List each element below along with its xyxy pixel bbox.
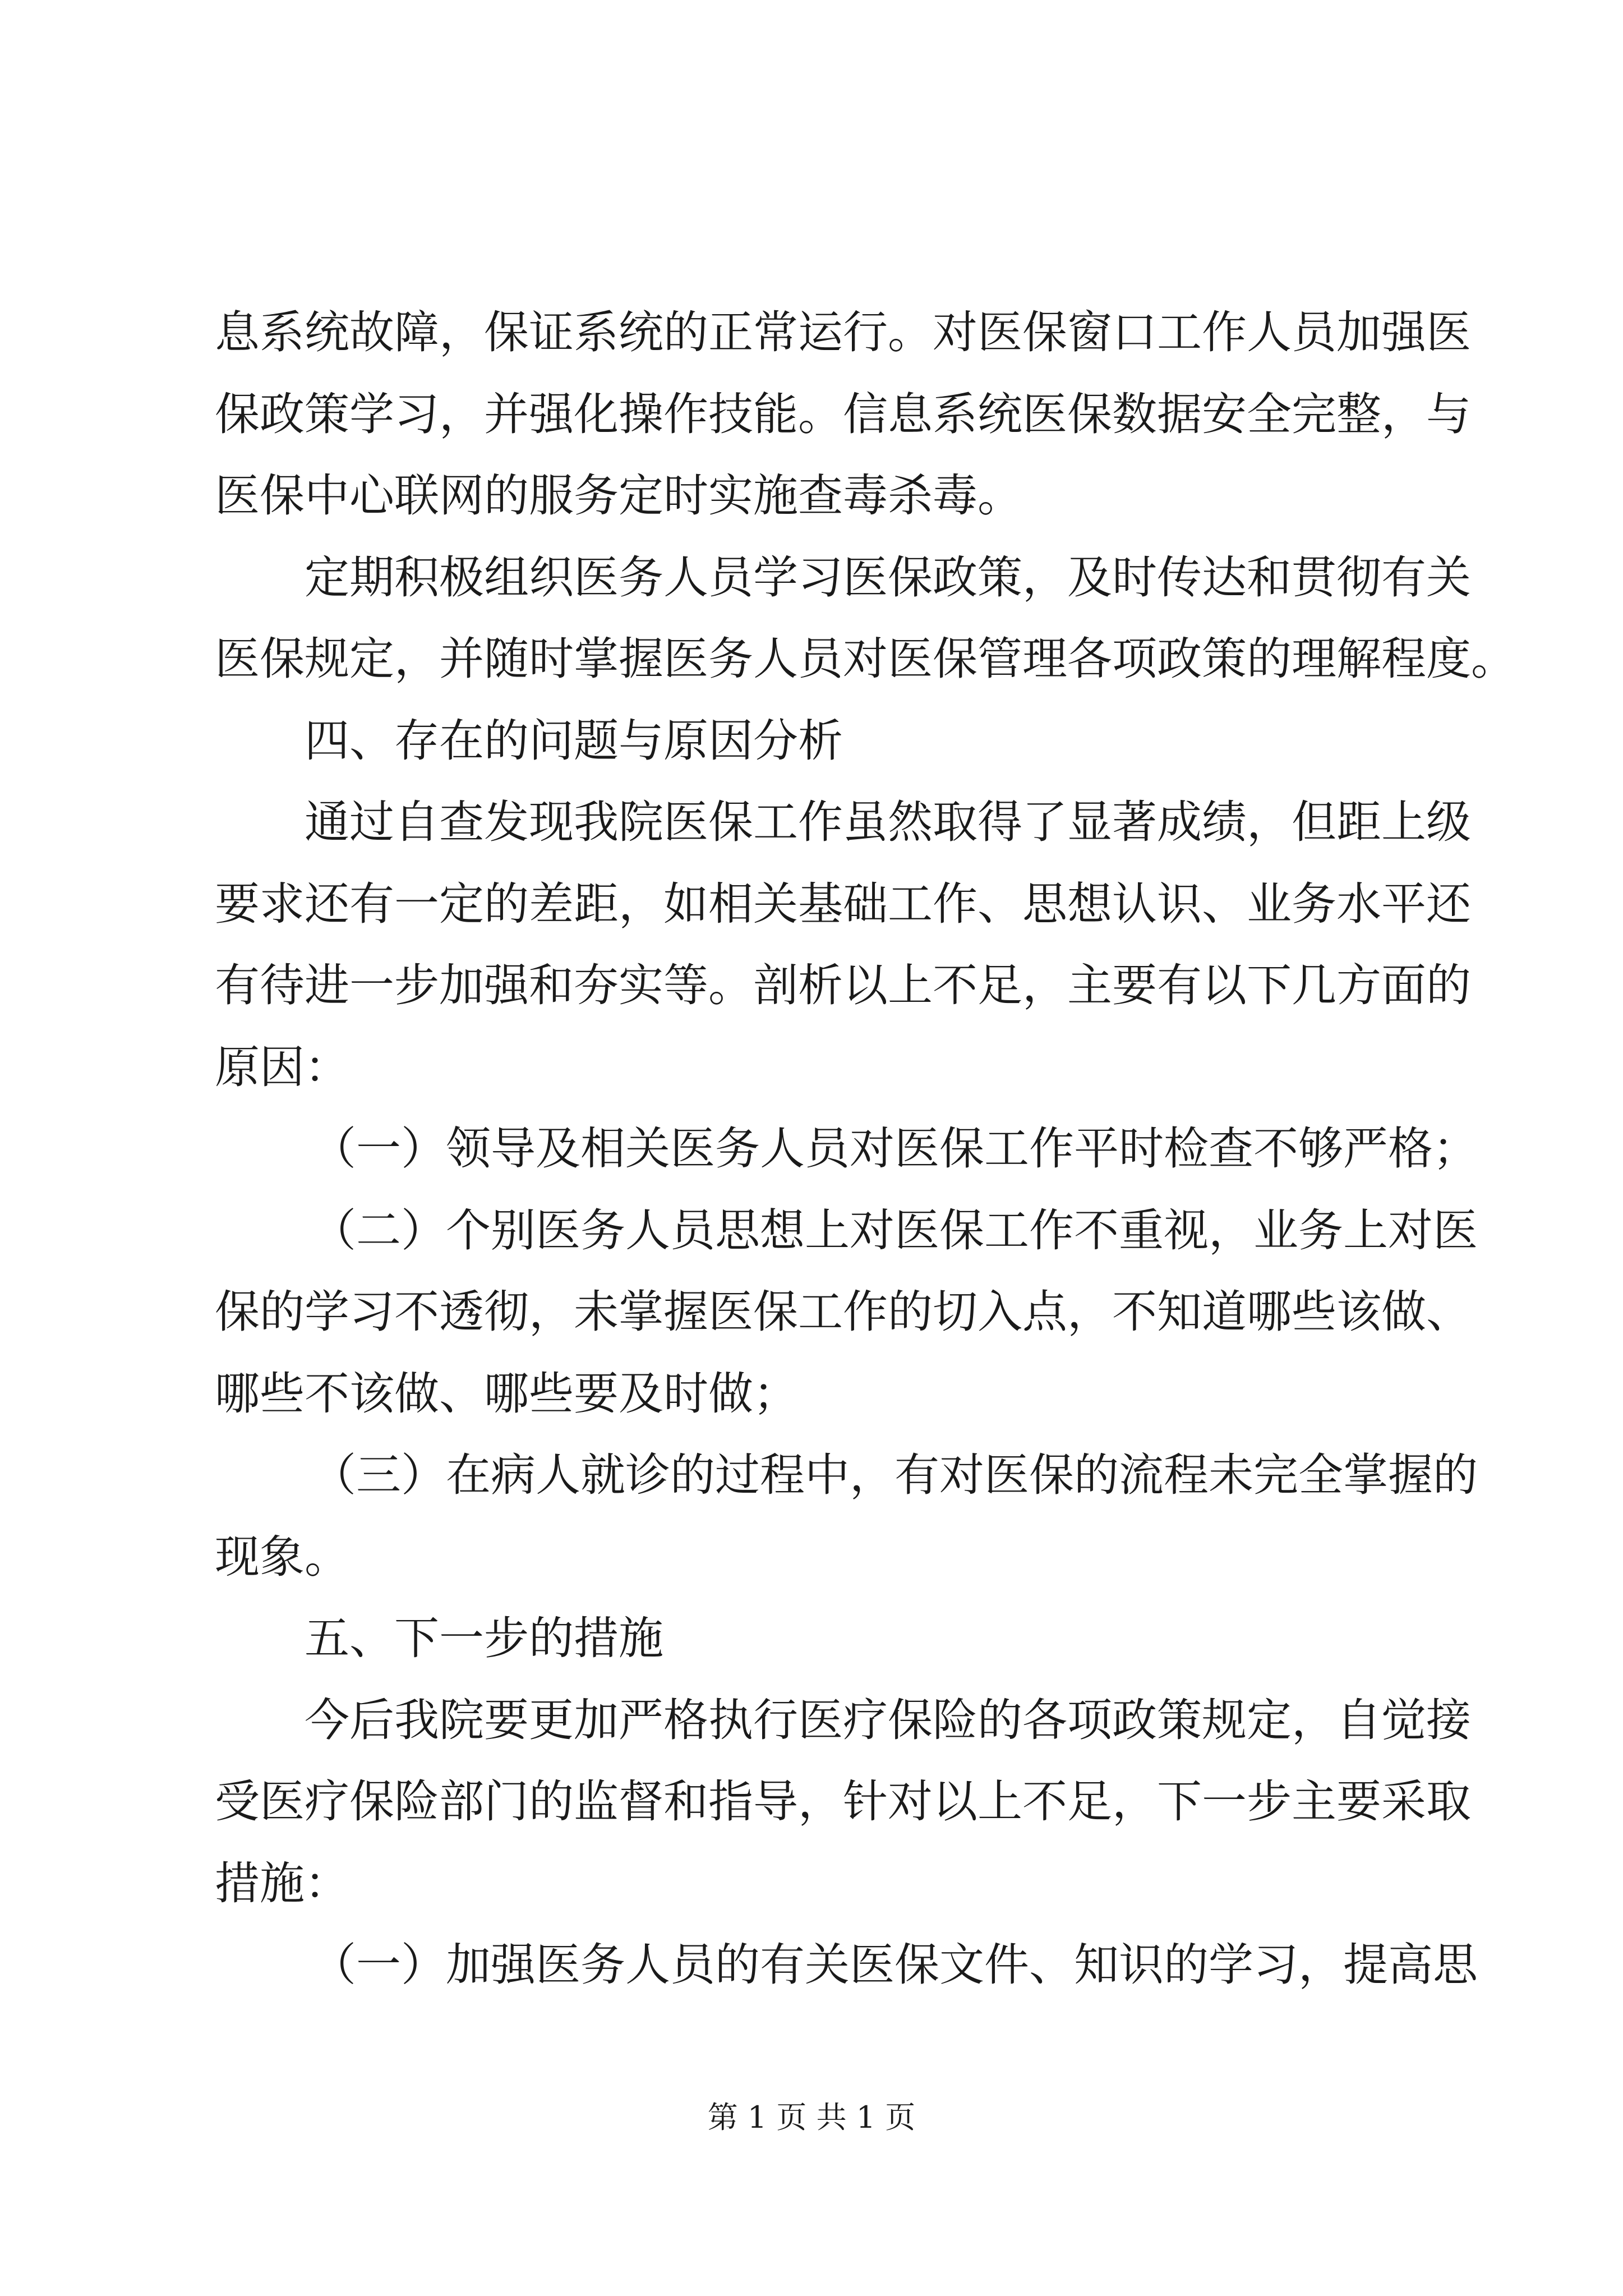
text-line: 今后我院要更加严格执行医疗保险的各项政策规定，自觉接 [305, 1694, 1471, 1746]
text-line: 要求还有一定的差距，如相关基础工作、思想认识、业务水平还 [215, 877, 1471, 930]
section-heading: 四、存在的问题与原因分析 [305, 714, 843, 767]
list-item: （二）个别医务人员思想上对医保工作不重视，业务上对医 [311, 1204, 1478, 1257]
text-line: 措施： [215, 1857, 349, 1910]
list-item: （一）加强医务人员的有关医保文件、知识的学习，提高思 [311, 1939, 1478, 1991]
text-line: 原因： [215, 1041, 349, 1093]
text-line: 哪些不该做、哪些要及时做； [215, 1367, 798, 1420]
document-body [215, 292, 1516, 2006]
text-line: 保的学习不透彻，未掌握医保工作的切入点，不知道哪些该做、 [215, 1286, 1471, 1338]
list-item: （三）在病人就诊的过程中，有对医保的流程未完全掌握的 [311, 1449, 1478, 1501]
text-line: 通过自查发现我院医保工作虽然取得了显著成绩，但距上级 [305, 796, 1471, 848]
list-item: （一）领导及相关医务人员对医保工作平时检查不够严格； [311, 1122, 1478, 1175]
text-line: 受医疗保险部门的监督和指导，针对以上不足，下一步主要采取 [215, 1775, 1471, 1828]
text-line: 医保规定，并随时掌握医务人员对医保管理各项政策的理解程度。 [215, 633, 1516, 685]
text-line: 有待进一步加强和夯实等。剖析以上不足，主要有以下几方面的 [215, 959, 1471, 1011]
text-line: 保政策学习，并强化操作技能。信息系统医保数据安全完整，与 [215, 388, 1471, 440]
page-footer: 第 1 页 共 1 页 [707, 2100, 916, 2135]
section-heading: 五、下一步的措施 [305, 1612, 663, 1664]
text-line: 医保中心联网的服务定时实施查毒杀毒。 [215, 470, 1022, 522]
text-line: 息系统故障，保证系统的正常运行。对医保窗口工作人员加强医 [215, 306, 1471, 358]
text-line: 现象。 [215, 1530, 349, 1583]
text-line: 定期积极组织医务人员学习医保政策，及时传达和贯彻有关 [305, 551, 1471, 604]
